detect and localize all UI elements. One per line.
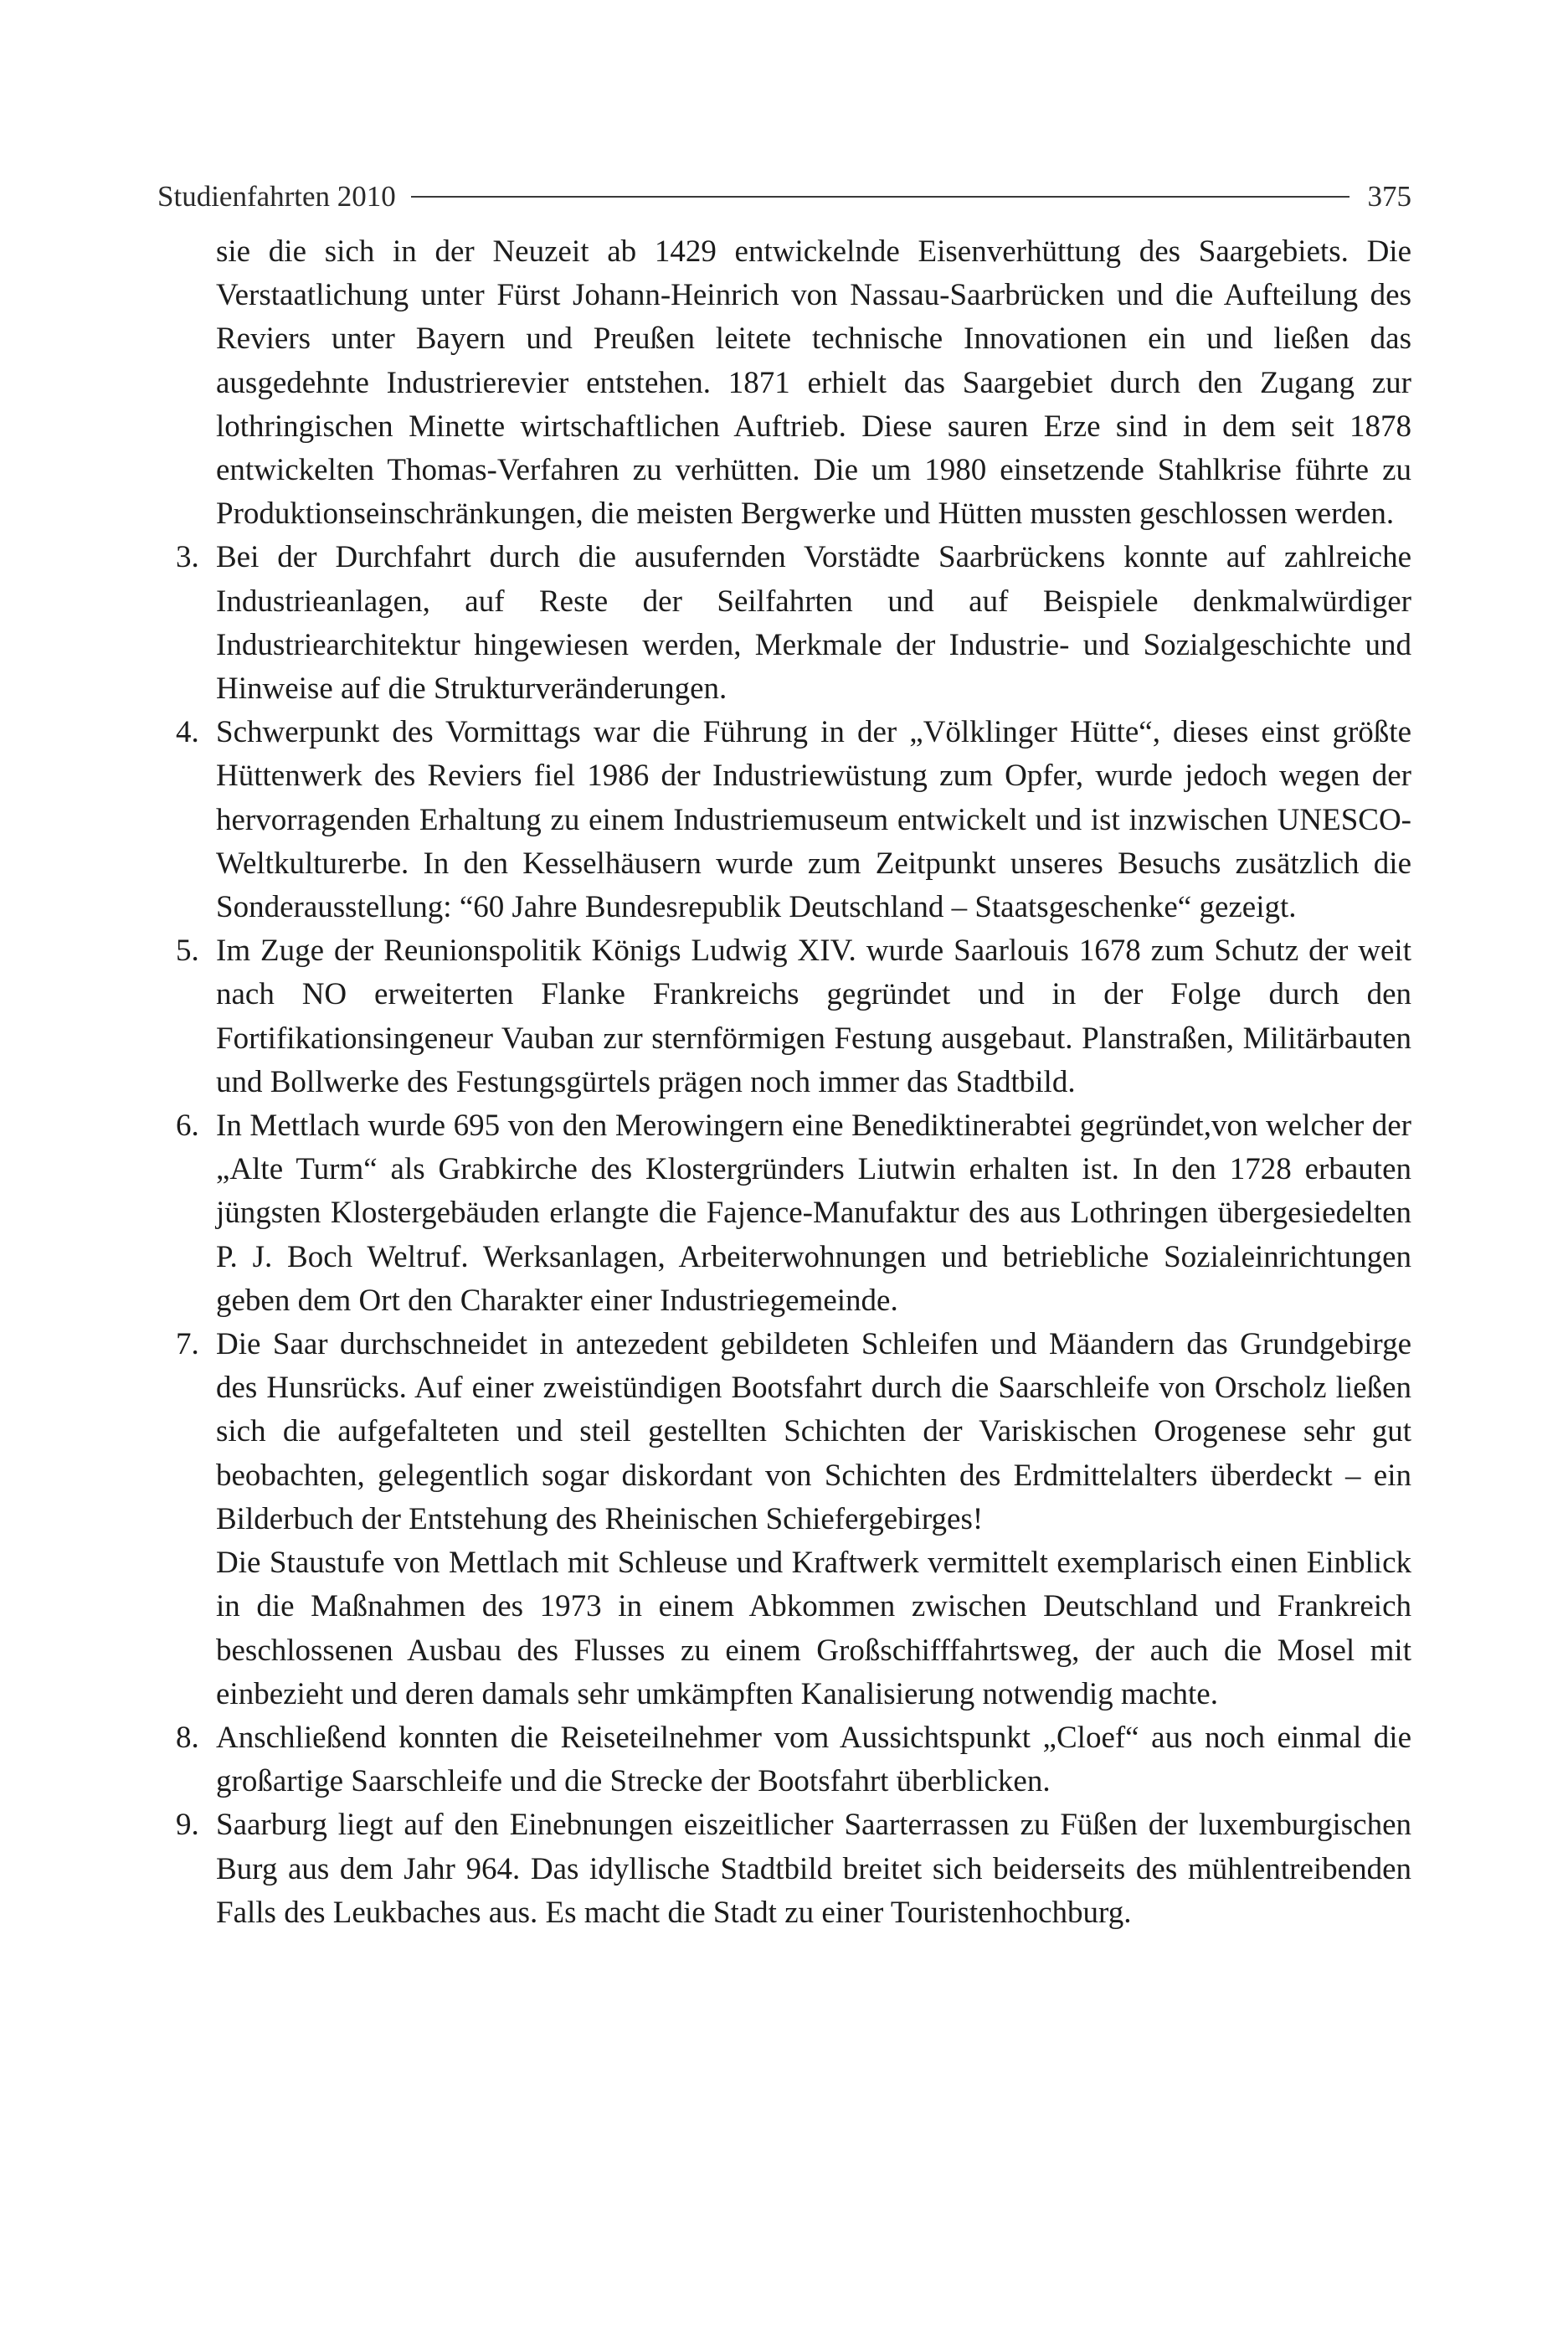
header-rule [411, 196, 1350, 198]
list-item-number: 4. [176, 715, 199, 750]
list-item-number: 7. [176, 1327, 199, 1362]
list-item-paragraph: Die Staustufe von Mettlach mit Schleuse und Kraftwerk vermittelt exemplarisch einen Einblick in die Maßnahmen des 1973 in einem Abkommen zwischen Deutschland und Frankreich beschlossenen Ausbau des Flusses zu einem Großschifffahrtsweg, der auch die Mosel mit einbezieht und deren damals sehr umkämpften Kanalisierung notwendig machte. [216, 1546, 1411, 1711]
page-header [157, 176, 1411, 218]
running-title: Studienfahrten 2010 [157, 180, 396, 213]
list-item-body [216, 711, 1411, 929]
list-item [176, 1803, 1411, 1935]
list-item-body [216, 1716, 1411, 1803]
list-item [176, 1323, 1411, 1716]
list-item-number: 3. [176, 540, 199, 575]
list-item-paragraph: Anschließend konnten die Reiseteilnehmer vom Aussichtspunkt „Cloef“ aus noch einmal die großartige Saarschleife und die Strecke der Bootsfahrt überblicken. [216, 1720, 1411, 1799]
intro-paragraph: sie die sich in der Neuzeit ab 1429 entwickelnde Eisenverhüttung des Saargebiets. Die Verstaatlichung unter Fürst Johann-Heinrich von Nassau-Saarbrücken und die Aufteilung des Reviers unter Bayern und Preußen leitete technische Innovationen ein und ließen das ausgedehnte Industrierevier entstehen. 1871 erhielt das Saargebiet durch den Zugang zur lothringischen Minette wirtschaftlichen Auftrieb. Diese sauren Erze sind in dem seit 1878 entwickelten Thomas-Verfahren zu verhütten. Die um 1980 einsetzende Stahlkrise führte zu Produktionseinschränkungen, die meisten Bergwerke und Hütten mussten geschlossen werden. [216, 234, 1411, 532]
list-item-paragraph: Die Saar durchschneidet in antezedent gebildeten Schleifen und Mäandern das Grundgebirge des Hunsrücks. Auf einer zweistündigen Bootsfahrt durch die Saarschleife von Orscholz ließen sich die aufgefalteten und steil gestellten Schichten der Variskischen Orogenese sehr gut beobachten, gelegentlich sogar diskordant von Schichten des Erdmittelalters überdeckt – ein Bilderbuch der Entstehung des Rheinischen Schiefergebirges! [216, 1327, 1411, 1536]
list-item-paragraph: Saarburg liegt auf den Einebnungen eiszeitlicher Saarterrassen zu Füßen der luxemburgischen Burg aus dem Jahr 964. Das idyllische Stadtbild breitet sich beiderseits des mühlentreibenden Falls des Leukbaches aus. Es macht die Stadt zu einer Touristenhochburg. [216, 1808, 1411, 1930]
page-number: 375 [1367, 180, 1411, 213]
numbered-list [176, 536, 1411, 1935]
list-item [176, 711, 1411, 929]
list-item-number: 8. [176, 1720, 199, 1755]
list-item [176, 536, 1411, 711]
list-item-body [216, 1803, 1411, 1935]
list-item [176, 1716, 1411, 1803]
list-item-body [216, 536, 1411, 711]
list-item-number: 6. [176, 1109, 199, 1144]
page-body [176, 230, 1411, 1935]
list-item [176, 929, 1411, 1104]
list-item [176, 1104, 1411, 1323]
list-item-paragraph: Im Zuge der Reunionspolitik Königs Ludwig XIV. wurde Saarlouis 1678 zum Schutz der weit nach NO erweiterten Flanke Frankreichs gegründet und in der Folge durch den Fortifikationsingeneur Vauban zur sternförmigen Festung ausgebaut. Planstraßen, Militärbauten und Bollwerke des Festungsgürtels prägen noch immer das Stadtbild. [216, 934, 1411, 1099]
list-item-paragraph: Bei der Durchfahrt durch die ausufernden Vorstädte Saarbrückens konnte auf zahlreiche Industrieanlagen, auf Reste der Seilfahrten und auf Beispiele denkmalwürdiger Industriearchitektur hingewiesen werden, Merkmale der Industrie- und Sozialgeschichte und Hinweise auf die Strukturveränderungen. [216, 540, 1411, 707]
list-item-number: 5. [176, 934, 199, 969]
list-item-body [216, 929, 1411, 1104]
list-item-body [216, 1323, 1411, 1716]
list-item-body [216, 1104, 1411, 1323]
list-item-number: 9. [176, 1808, 199, 1843]
list-item-paragraph: In Mettlach wurde 695 von den Merowingern eine Benediktinerabtei gegründet,von welcher der „Alte Turm“ als Grabkirche des Klostergründers Liutwin erhalten ist. In den 1728 erbauten jüngsten Klostergebäuden erlangte die Fajence-Manufaktur des aus Lothringen übergesiedelten P. J. Boch Weltruf. Werksanlagen, Arbeiterwohnungen und betriebliche Sozialeinrichtungen geben dem Ort den Charakter einer Industriegemeinde. [216, 1109, 1411, 1318]
list-item-paragraph: Schwerpunkt des Vormittags war die Führung in der „Völklinger Hütte“, dieses einst größte Hüttenwerk des Reviers fiel 1986 der Industriewüstung zum Opfer, wurde jedoch wegen der hervorragenden Erhaltung zu einem Industriemuseum entwickelt und ist inzwischen UNESCO-Weltkulturerbe. In den Kesselhäusern wurde zum Zeitpunkt unseres Besuchs zusätzlich die Sonderausstellung: “60 Jahre Bundesrepublik Deutschland – Staatsgeschenke“ gezeigt. [216, 715, 1411, 925]
